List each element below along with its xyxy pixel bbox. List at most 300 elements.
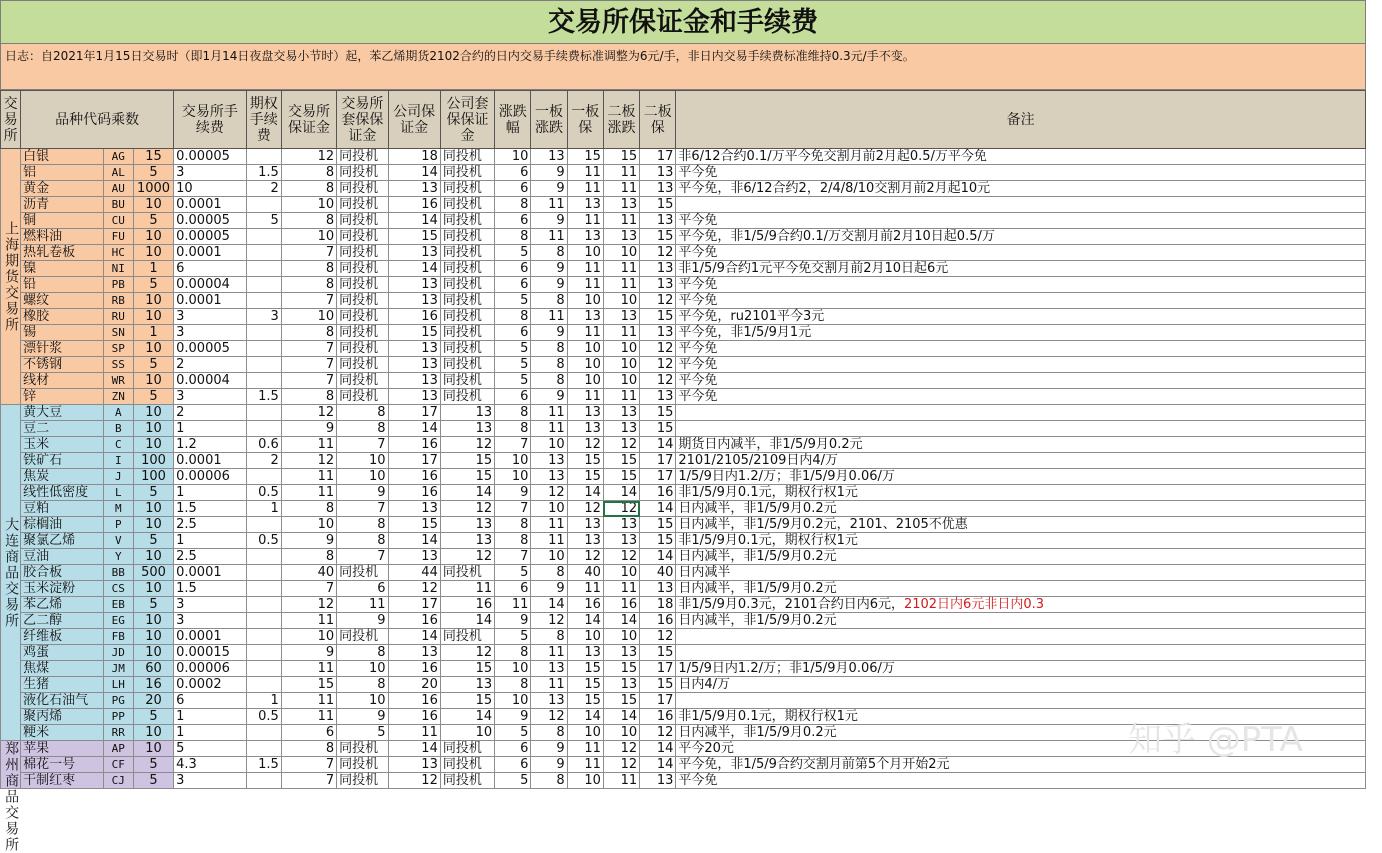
b1-margin-cell[interactable]: 15 — [567, 453, 603, 469]
b2-limit-cell[interactable]: 12 — [603, 437, 639, 453]
b1-limit-cell[interactable]: 9 — [531, 741, 567, 757]
limit-cell[interactable]: 6 — [495, 757, 531, 773]
multiplier-cell[interactable]: 10 — [133, 245, 173, 261]
multiplier-cell[interactable]: 5 — [133, 357, 173, 373]
multiplier-cell[interactable]: 10 — [133, 421, 173, 437]
exch-hedge-cell[interactable]: 同投机 — [337, 245, 388, 261]
limit-cell[interactable]: 9 — [495, 613, 531, 629]
col-header-co-hedge[interactable]: 公司套保保证金 — [440, 91, 494, 149]
product-name-cell[interactable]: 燃料油 — [21, 229, 104, 245]
exch-hedge-cell[interactable]: 同投机 — [337, 197, 388, 213]
b1-margin-cell[interactable]: 15 — [567, 469, 603, 485]
exch-hedge-cell[interactable]: 8 — [337, 405, 388, 421]
product-code-cell[interactable]: SP — [103, 341, 133, 357]
product-name-cell[interactable]: 豆油 — [21, 549, 104, 565]
product-code-cell[interactable]: P — [103, 517, 133, 533]
fee-cell[interactable]: 0.00004 — [174, 373, 246, 389]
co-margin-cell[interactable]: 13 — [388, 549, 440, 565]
remark-cell[interactable]: 1/5/9日内1.2/万；非1/5/9月0.06/万 — [676, 661, 1366, 677]
co-hedge-cell[interactable]: 同投机 — [440, 757, 494, 773]
co-margin-cell[interactable]: 14 — [388, 165, 440, 181]
multiplier-cell[interactable]: 5 — [133, 597, 173, 613]
b1-margin-cell[interactable]: 11 — [567, 181, 603, 197]
fee-cell[interactable]: 3 — [174, 165, 246, 181]
option-fee-cell[interactable] — [246, 357, 281, 373]
b1-limit-cell[interactable]: 11 — [531, 229, 567, 245]
exch-hedge-cell[interactable]: 8 — [337, 645, 388, 661]
limit-cell[interactable]: 10 — [495, 469, 531, 485]
exch-margin-cell[interactable]: 7 — [281, 757, 336, 773]
exch-margin-cell[interactable]: 11 — [281, 661, 336, 677]
b1-limit-cell[interactable]: 12 — [531, 485, 567, 501]
b2-margin-cell[interactable]: 15 — [640, 645, 676, 661]
b1-limit-cell[interactable]: 10 — [531, 437, 567, 453]
exch-margin-cell[interactable]: 7 — [281, 245, 336, 261]
co-margin-cell[interactable]: 20 — [388, 677, 440, 693]
co-margin-cell[interactable]: 12 — [388, 581, 440, 597]
exch-margin-cell[interactable]: 8 — [281, 165, 336, 181]
co-hedge-cell[interactable]: 12 — [440, 501, 494, 517]
product-name-cell[interactable]: 橡胶 — [21, 309, 104, 325]
product-code-cell[interactable]: WR — [103, 373, 133, 389]
exch-hedge-cell[interactable]: 同投机 — [337, 773, 388, 789]
product-name-cell[interactable]: 镍 — [21, 261, 104, 277]
limit-cell[interactable]: 6 — [495, 261, 531, 277]
multiplier-cell[interactable]: 10 — [133, 341, 173, 357]
limit-cell[interactable]: 8 — [495, 405, 531, 421]
b1-margin-cell[interactable]: 10 — [567, 293, 603, 309]
exch-hedge-cell[interactable]: 10 — [337, 469, 388, 485]
b1-margin-cell[interactable]: 10 — [567, 725, 603, 741]
exch-margin-cell[interactable]: 10 — [281, 229, 336, 245]
limit-cell[interactable]: 6 — [495, 181, 531, 197]
option-fee-cell[interactable]: 5 — [246, 213, 281, 229]
b2-margin-cell[interactable]: 17 — [640, 149, 676, 165]
co-hedge-cell[interactable]: 同投机 — [440, 261, 494, 277]
fee-cell[interactable]: 1 — [174, 533, 246, 549]
co-margin-cell[interactable]: 14 — [388, 629, 440, 645]
col-header-exch-hedge[interactable]: 交易所套保保证金 — [337, 91, 388, 149]
product-name-cell[interactable]: 鸡蛋 — [21, 645, 104, 661]
fee-cell[interactable]: 2 — [174, 405, 246, 421]
multiplier-cell[interactable]: 10 — [133, 437, 173, 453]
b2-limit-cell[interactable]: 15 — [603, 453, 639, 469]
product-code-cell[interactable]: L — [103, 485, 133, 501]
product-code-cell[interactable]: SS — [103, 357, 133, 373]
exch-margin-cell[interactable]: 8 — [281, 501, 336, 517]
exch-hedge-cell[interactable]: 8 — [337, 517, 388, 533]
option-fee-cell[interactable] — [246, 565, 281, 581]
b1-limit-cell[interactable]: 14 — [531, 597, 567, 613]
exch-margin-cell[interactable]: 8 — [281, 213, 336, 229]
exch-margin-cell[interactable]: 7 — [281, 581, 336, 597]
exchange-cell[interactable]: 大连商品交易所 — [1, 405, 21, 741]
b1-margin-cell[interactable]: 10 — [567, 373, 603, 389]
b1-limit-cell[interactable]: 13 — [531, 469, 567, 485]
multiplier-cell[interactable]: 10 — [133, 645, 173, 661]
co-margin-cell[interactable]: 16 — [388, 693, 440, 709]
option-fee-cell[interactable] — [246, 549, 281, 565]
product-code-cell[interactable]: JD — [103, 645, 133, 661]
remark-cell[interactable] — [676, 693, 1366, 709]
co-hedge-cell[interactable]: 同投机 — [440, 229, 494, 245]
col-header-b2-margin[interactable]: 二板保 — [640, 91, 676, 149]
b1-margin-cell[interactable]: 14 — [567, 613, 603, 629]
option-fee-cell[interactable] — [246, 149, 281, 165]
b2-limit-cell[interactable]: 10 — [603, 245, 639, 261]
option-fee-cell[interactable]: 2 — [246, 453, 281, 469]
co-margin-cell[interactable]: 14 — [388, 741, 440, 757]
b2-limit-cell[interactable]: 11 — [603, 581, 639, 597]
exch-margin-cell[interactable]: 11 — [281, 613, 336, 629]
b1-limit-cell[interactable]: 9 — [531, 165, 567, 181]
exch-hedge-cell[interactable]: 6 — [337, 581, 388, 597]
b1-limit-cell[interactable]: 11 — [531, 421, 567, 437]
multiplier-cell[interactable]: 5 — [133, 165, 173, 181]
fee-cell[interactable]: 3 — [174, 389, 246, 405]
b1-margin-cell[interactable]: 14 — [567, 485, 603, 501]
exch-margin-cell[interactable]: 10 — [281, 517, 336, 533]
multiplier-cell[interactable]: 10 — [133, 629, 173, 645]
b1-margin-cell[interactable]: 12 — [567, 501, 603, 517]
option-fee-cell[interactable] — [246, 469, 281, 485]
co-margin-cell[interactable]: 13 — [388, 357, 440, 373]
b1-limit-cell[interactable]: 9 — [531, 181, 567, 197]
b2-limit-cell[interactable]: 13 — [603, 533, 639, 549]
b2-limit-cell[interactable]: 12 — [603, 757, 639, 773]
exch-hedge-cell[interactable]: 同投机 — [337, 357, 388, 373]
b2-margin-cell[interactable]: 17 — [640, 661, 676, 677]
col-header-fee[interactable]: 交易所手续费 — [174, 91, 246, 149]
co-margin-cell[interactable]: 16 — [388, 197, 440, 213]
remark-cell[interactable]: 非1/5/9月0.3元，2101合约日内6元，2102日内6元非日内0.3 — [676, 597, 1366, 613]
co-hedge-cell[interactable]: 同投机 — [440, 165, 494, 181]
option-fee-cell[interactable]: 0.6 — [246, 437, 281, 453]
exch-margin-cell[interactable]: 12 — [281, 597, 336, 613]
limit-cell[interactable]: 11 — [495, 597, 531, 613]
limit-cell[interactable]: 8 — [495, 533, 531, 549]
exch-hedge-cell[interactable]: 同投机 — [337, 165, 388, 181]
product-name-cell[interactable]: 苯乙烯 — [21, 597, 104, 613]
co-margin-cell[interactable]: 13 — [388, 389, 440, 405]
multiplier-cell[interactable]: 10 — [133, 741, 173, 757]
product-code-cell[interactable]: HC — [103, 245, 133, 261]
b2-margin-cell[interactable]: 12 — [640, 293, 676, 309]
b2-limit-cell[interactable]: 15 — [603, 693, 639, 709]
co-hedge-cell[interactable]: 14 — [440, 485, 494, 501]
b1-margin-cell[interactable]: 16 — [567, 597, 603, 613]
exch-hedge-cell[interactable]: 同投机 — [337, 389, 388, 405]
limit-cell[interactable]: 7 — [495, 549, 531, 565]
multiplier-cell[interactable]: 10 — [133, 373, 173, 389]
co-hedge-cell[interactable]: 同投机 — [440, 213, 494, 229]
b2-margin-cell[interactable]: 17 — [640, 693, 676, 709]
option-fee-cell[interactable] — [246, 197, 281, 213]
product-code-cell[interactable]: AP — [103, 741, 133, 757]
multiplier-cell[interactable]: 1000 — [133, 181, 173, 197]
b1-margin-cell[interactable]: 12 — [567, 437, 603, 453]
product-code-cell[interactable]: C — [103, 437, 133, 453]
b2-limit-cell[interactable]: 11 — [603, 389, 639, 405]
b1-margin-cell[interactable]: 13 — [567, 229, 603, 245]
fee-cell[interactable]: 1.5 — [174, 581, 246, 597]
limit-cell[interactable]: 6 — [495, 277, 531, 293]
b1-margin-cell[interactable]: 40 — [567, 565, 603, 581]
exch-hedge-cell[interactable]: 同投机 — [337, 741, 388, 757]
co-margin-cell[interactable]: 16 — [388, 709, 440, 725]
b2-margin-cell[interactable]: 18 — [640, 597, 676, 613]
fee-cell[interactable]: 6 — [174, 261, 246, 277]
multiplier-cell[interactable]: 100 — [133, 453, 173, 469]
b1-margin-cell[interactable]: 11 — [567, 757, 603, 773]
b2-margin-cell[interactable]: 40 — [640, 565, 676, 581]
product-name-cell[interactable]: 棉花一号 — [21, 757, 104, 773]
co-hedge-cell[interactable]: 同投机 — [440, 373, 494, 389]
option-fee-cell[interactable] — [246, 517, 281, 533]
option-fee-cell[interactable] — [246, 773, 281, 789]
remark-cell[interactable]: 非1/5/9月0.1元，期权行权1元 — [676, 485, 1366, 501]
exch-margin-cell[interactable]: 6 — [281, 725, 336, 741]
exch-margin-cell[interactable]: 10 — [281, 629, 336, 645]
limit-cell[interactable]: 6 — [495, 165, 531, 181]
exch-hedge-cell[interactable]: 同投机 — [337, 565, 388, 581]
product-code-cell[interactable]: SN — [103, 325, 133, 341]
b2-limit-cell[interactable]: 12 — [603, 549, 639, 565]
product-name-cell[interactable]: 线性低密度 — [21, 485, 104, 501]
product-code-cell[interactable]: B — [103, 421, 133, 437]
multiplier-cell[interactable]: 1 — [133, 261, 173, 277]
fee-cell[interactable]: 0.0002 — [174, 677, 246, 693]
fee-cell[interactable]: 3 — [174, 773, 246, 789]
b1-limit-cell[interactable]: 9 — [531, 757, 567, 773]
product-code-cell[interactable]: I — [103, 453, 133, 469]
multiplier-cell[interactable]: 5 — [133, 709, 173, 725]
b2-limit-cell[interactable]: 11 — [603, 277, 639, 293]
multiplier-cell[interactable]: 10 — [133, 293, 173, 309]
product-code-cell[interactable]: LH — [103, 677, 133, 693]
multiplier-cell[interactable]: 500 — [133, 565, 173, 581]
remark-cell[interactable]: 平今免 — [676, 213, 1366, 229]
col-header-limit[interactable]: 涨跌幅 — [495, 91, 531, 149]
product-code-cell[interactable]: CJ — [103, 773, 133, 789]
b2-limit-cell[interactable]: 13 — [603, 405, 639, 421]
co-hedge-cell[interactable]: 13 — [440, 517, 494, 533]
b1-margin-cell[interactable]: 10 — [567, 773, 603, 789]
co-margin-cell[interactable]: 13 — [388, 277, 440, 293]
b2-margin-cell[interactable]: 15 — [640, 229, 676, 245]
exch-hedge-cell[interactable]: 同投机 — [337, 213, 388, 229]
co-margin-cell[interactable]: 16 — [388, 437, 440, 453]
exch-hedge-cell[interactable]: 同投机 — [337, 325, 388, 341]
exch-margin-cell[interactable]: 12 — [281, 149, 336, 165]
fee-cell[interactable]: 2.5 — [174, 517, 246, 533]
co-hedge-cell[interactable]: 13 — [440, 677, 494, 693]
b1-limit-cell[interactable]: 9 — [531, 213, 567, 229]
co-margin-cell[interactable]: 14 — [388, 421, 440, 437]
fee-cell[interactable]: 0.00005 — [174, 229, 246, 245]
multiplier-cell[interactable]: 10 — [133, 725, 173, 741]
b1-limit-cell[interactable]: 10 — [531, 549, 567, 565]
exch-hedge-cell[interactable]: 同投机 — [337, 757, 388, 773]
co-margin-cell[interactable]: 11 — [388, 725, 440, 741]
b2-margin-cell[interactable]: 13 — [640, 277, 676, 293]
b2-limit-cell[interactable]: 12 — [603, 501, 639, 517]
multiplier-cell[interactable]: 5 — [133, 757, 173, 773]
remark-cell[interactable]: 平今20元 — [676, 741, 1366, 757]
b1-limit-cell[interactable]: 8 — [531, 341, 567, 357]
option-fee-cell[interactable] — [246, 597, 281, 613]
option-fee-cell[interactable]: 1.5 — [246, 389, 281, 405]
exch-margin-cell[interactable]: 11 — [281, 437, 336, 453]
fee-cell[interactable]: 1 — [174, 485, 246, 501]
b2-limit-cell[interactable]: 14 — [603, 709, 639, 725]
b1-margin-cell[interactable]: 10 — [567, 357, 603, 373]
b2-limit-cell[interactable]: 13 — [603, 517, 639, 533]
b2-margin-cell[interactable]: 17 — [640, 469, 676, 485]
b2-limit-cell[interactable]: 16 — [603, 597, 639, 613]
b1-limit-cell[interactable]: 8 — [531, 629, 567, 645]
b2-limit-cell[interactable]: 12 — [603, 741, 639, 757]
b1-margin-cell[interactable]: 11 — [567, 261, 603, 277]
option-fee-cell[interactable] — [246, 405, 281, 421]
option-fee-cell[interactable] — [246, 421, 281, 437]
fee-cell[interactable]: 2 — [174, 357, 246, 373]
co-hedge-cell[interactable]: 13 — [440, 405, 494, 421]
b2-margin-cell[interactable]: 13 — [640, 325, 676, 341]
limit-cell[interactable]: 5 — [495, 341, 531, 357]
product-code-cell[interactable]: J — [103, 469, 133, 485]
exch-margin-cell[interactable]: 11 — [281, 709, 336, 725]
limit-cell[interactable]: 5 — [495, 565, 531, 581]
multiplier-cell[interactable]: 16 — [133, 677, 173, 693]
b1-limit-cell[interactable]: 8 — [531, 725, 567, 741]
remark-cell[interactable]: 平今免，ru2101平今3元 — [676, 309, 1366, 325]
fee-cell[interactable]: 4.3 — [174, 757, 246, 773]
remark-cell[interactable]: 日内减半，非1/5/9月0.2元 — [676, 613, 1366, 629]
remark-cell[interactable] — [676, 421, 1366, 437]
option-fee-cell[interactable]: 0.5 — [246, 533, 281, 549]
product-name-cell[interactable]: 粳米 — [21, 725, 104, 741]
limit-cell[interactable]: 9 — [495, 485, 531, 501]
exch-hedge-cell[interactable]: 同投机 — [337, 293, 388, 309]
co-margin-cell[interactable]: 16 — [388, 661, 440, 677]
b2-limit-cell[interactable]: 10 — [603, 373, 639, 389]
option-fee-cell[interactable] — [246, 661, 281, 677]
co-hedge-cell[interactable]: 同投机 — [440, 309, 494, 325]
co-hedge-cell[interactable]: 15 — [440, 693, 494, 709]
fee-cell[interactable]: 0.00005 — [174, 213, 246, 229]
b2-limit-cell[interactable]: 11 — [603, 773, 639, 789]
b1-margin-cell[interactable]: 11 — [567, 325, 603, 341]
exch-margin-cell[interactable]: 11 — [281, 469, 336, 485]
b2-limit-cell[interactable]: 11 — [603, 261, 639, 277]
remark-cell[interactable]: 平今免 — [676, 341, 1366, 357]
co-hedge-cell[interactable]: 同投机 — [440, 277, 494, 293]
product-code-cell[interactable]: ZN — [103, 389, 133, 405]
b1-limit-cell[interactable]: 11 — [531, 677, 567, 693]
co-hedge-cell[interactable]: 同投机 — [440, 293, 494, 309]
product-name-cell[interactable]: 热轧卷板 — [21, 245, 104, 261]
fee-cell[interactable]: 3 — [174, 613, 246, 629]
b1-limit-cell[interactable]: 8 — [531, 293, 567, 309]
fee-cell[interactable]: 0.0001 — [174, 453, 246, 469]
b1-limit-cell[interactable]: 11 — [531, 309, 567, 325]
remark-cell[interactable]: 2101/2105/2109日内4/万 — [676, 453, 1366, 469]
exch-hedge-cell[interactable]: 11 — [337, 597, 388, 613]
multiplier-cell[interactable]: 10 — [133, 309, 173, 325]
product-name-cell[interactable]: 豆二 — [21, 421, 104, 437]
b2-margin-cell[interactable]: 14 — [640, 501, 676, 517]
b1-margin-cell[interactable]: 15 — [567, 677, 603, 693]
fee-cell[interactable]: 1 — [174, 709, 246, 725]
b2-limit-cell[interactable]: 13 — [603, 309, 639, 325]
exch-hedge-cell[interactable]: 7 — [337, 549, 388, 565]
product-code-cell[interactable]: Y — [103, 549, 133, 565]
b2-limit-cell[interactable]: 13 — [603, 197, 639, 213]
fee-cell[interactable]: 1 — [174, 725, 246, 741]
exch-margin-cell[interactable]: 7 — [281, 373, 336, 389]
b1-limit-cell[interactable]: 8 — [531, 373, 567, 389]
exch-margin-cell[interactable]: 7 — [281, 773, 336, 789]
b1-margin-cell[interactable]: 13 — [567, 405, 603, 421]
remark-cell[interactable]: 日内减半，非1/5/9月0.2元 — [676, 581, 1366, 597]
limit-cell[interactable]: 8 — [495, 229, 531, 245]
product-code-cell[interactable]: PP — [103, 709, 133, 725]
product-name-cell[interactable]: 焦煤 — [21, 661, 104, 677]
option-fee-cell[interactable] — [246, 677, 281, 693]
co-hedge-cell[interactable]: 12 — [440, 549, 494, 565]
limit-cell[interactable]: 8 — [495, 421, 531, 437]
co-hedge-cell[interactable]: 13 — [440, 533, 494, 549]
exch-margin-cell[interactable]: 8 — [281, 741, 336, 757]
b1-limit-cell[interactable]: 9 — [531, 277, 567, 293]
exch-hedge-cell[interactable]: 同投机 — [337, 277, 388, 293]
product-code-cell[interactable]: RU — [103, 309, 133, 325]
limit-cell[interactable]: 6 — [495, 741, 531, 757]
remark-cell[interactable]: 平今免 — [676, 773, 1366, 789]
b1-limit-cell[interactable]: 9 — [531, 389, 567, 405]
exch-hedge-cell[interactable]: 同投机 — [337, 341, 388, 357]
option-fee-cell[interactable] — [246, 229, 281, 245]
option-fee-cell[interactable] — [246, 373, 281, 389]
product-code-cell[interactable]: RB — [103, 293, 133, 309]
exch-hedge-cell[interactable]: 同投机 — [337, 149, 388, 165]
limit-cell[interactable]: 5 — [495, 373, 531, 389]
exch-margin-cell[interactable]: 9 — [281, 645, 336, 661]
col-header-remark[interactable]: 备注 — [676, 91, 1366, 149]
b2-limit-cell[interactable]: 15 — [603, 469, 639, 485]
exch-margin-cell[interactable]: 8 — [281, 261, 336, 277]
b1-limit-cell[interactable]: 13 — [531, 453, 567, 469]
option-fee-cell[interactable]: 1 — [246, 501, 281, 517]
co-margin-cell[interactable]: 14 — [388, 261, 440, 277]
exch-hedge-cell[interactable]: 9 — [337, 613, 388, 629]
co-hedge-cell[interactable]: 16 — [440, 597, 494, 613]
co-margin-cell[interactable]: 13 — [388, 245, 440, 261]
remark-cell[interactable]: 非6/12合约0.1/万平今免交割月前2月起0.5/万平今免 — [676, 149, 1366, 165]
limit-cell[interactable]: 8 — [495, 309, 531, 325]
b1-margin-cell[interactable]: 11 — [567, 741, 603, 757]
b2-margin-cell[interactable]: 12 — [640, 725, 676, 741]
product-code-cell[interactable]: BB — [103, 565, 133, 581]
b1-margin-cell[interactable]: 13 — [567, 421, 603, 437]
b2-margin-cell[interactable]: 16 — [640, 709, 676, 725]
limit-cell[interactable]: 8 — [495, 677, 531, 693]
option-fee-cell[interactable]: 1.5 — [246, 757, 281, 773]
b2-limit-cell[interactable]: 11 — [603, 165, 639, 181]
product-name-cell[interactable]: 线材 — [21, 373, 104, 389]
product-code-cell[interactable]: PG — [103, 693, 133, 709]
